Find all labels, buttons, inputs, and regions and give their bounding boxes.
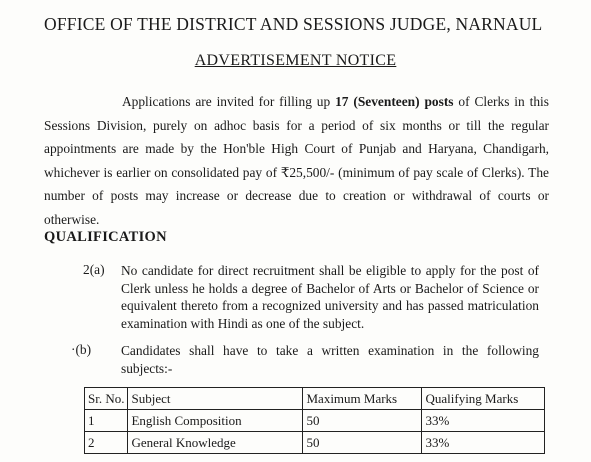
header-subject: Subject bbox=[128, 388, 303, 410]
table-row bbox=[85, 432, 545, 454]
table-header-row bbox=[85, 388, 545, 410]
posts-count: 17 (Seventeen) posts bbox=[335, 94, 454, 109]
clause-text-b: Candidates shall have to take a written examination in the following subjects:- bbox=[121, 343, 539, 376]
intro-part1: Applications are invited for filling up bbox=[122, 94, 336, 109]
header-qualifying-marks: Qualifying Marks bbox=[422, 388, 545, 410]
cell-subject: General Knowledge bbox=[128, 432, 303, 454]
cell-qualifying-marks: 33% bbox=[422, 432, 545, 454]
cell-subject: English Composition bbox=[128, 410, 303, 432]
cell-qualifying-marks: 33% bbox=[422, 410, 545, 432]
cell-sr-no: 2 bbox=[85, 432, 128, 454]
qualification-heading: QUALIFICATION bbox=[44, 229, 167, 245]
table-row bbox=[85, 410, 545, 432]
header-sr-no: Sr. No. bbox=[85, 388, 128, 410]
subjects-table bbox=[84, 387, 545, 454]
intro-part2: of Clerks in this Sessions Division, purely on adhoc basis for a period of six months or till the regular appointments are made by the Hon'ble High Court of Punjab and Haryana, Chandigarh, whichever is earlier on consolidated pay of ₹25,500/- (minimum of pay scale of Clerks). The number of posts may increase or decrease due to creation or withdrawal of courts or otherwise. bbox=[44, 94, 549, 227]
clause-number-b: ·(b) bbox=[71, 342, 92, 357]
header-maximum-marks: Maximum Marks bbox=[303, 388, 422, 410]
office-title: OFFICE OF THE DISTRICT AND SESSIONS JUDGE, NARNAUL bbox=[44, 14, 543, 34]
clause-number-a: 2(a) bbox=[83, 262, 105, 277]
clause-text-a: No candidate for direct recruitment shall be eligible to apply for the post of Clerk unless he holds a degree of Bachelor of Arts or Bachelor of Science or equivalent thereto from a recognized university and has passed matriculation examination with Hindi as one of the subject. bbox=[121, 263, 539, 331]
notice-heading: ADVERTISEMENT NOTICE bbox=[194, 52, 397, 69]
cell-maximum-marks: 50 bbox=[303, 432, 422, 454]
cell-maximum-marks: 50 bbox=[303, 410, 422, 432]
intro-paragraph bbox=[44, 90, 549, 232]
cell-sr-no: 1 bbox=[85, 410, 128, 432]
